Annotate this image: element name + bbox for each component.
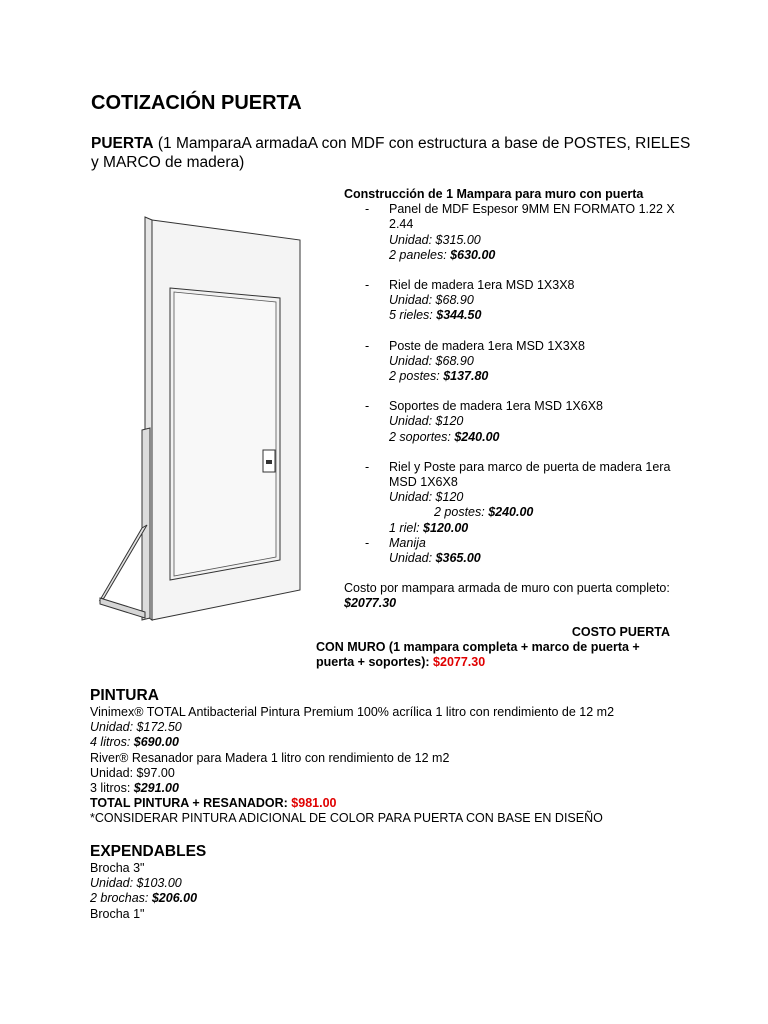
item-title: Panel de MDF Espesor 9MM EN FORMATO 1.22 X 2.44	[389, 202, 675, 232]
support-post	[142, 428, 150, 620]
construction-spec	[344, 187, 684, 612]
pintura-line: Unidad: $97.00	[90, 765, 175, 780]
expendables-line: Brocha 3"	[90, 861, 145, 875]
item-qty-postes	[389, 505, 684, 520]
pintura-line	[90, 781, 710, 796]
costo-puerta-text: CON MURO (1 mampara completa + marco de puerta + puerta + soportes):	[316, 640, 640, 670]
pintura-heading: PINTURA	[90, 687, 159, 704]
item-qty	[389, 308, 684, 323]
item-qty	[389, 430, 684, 445]
pintura-total-label: TOTAL PINTURA + RESANADOR:	[90, 796, 292, 811]
item-qty-value: $240.00	[454, 429, 500, 444]
item-unit: Unidad: $68.90	[389, 293, 474, 308]
item-qty-value: $630.00	[450, 247, 496, 262]
pintura-line: Vinimex® TOTAL Antibacterial Pintura Premium 100% acrílica 1 litro con rendimiento de 12 m2	[90, 705, 615, 719]
item-unit: Unidad: $68.90	[389, 353, 474, 368]
item-unit-value: $365.00	[435, 551, 481, 566]
item-qty-label: 2 paneles:	[389, 247, 451, 262]
item-qty-value: $240.00	[488, 505, 534, 520]
item-unit-label: Unidad:	[389, 551, 436, 566]
intro-text: (1 MamparaA armadaA con MDF con estructura a base de POSTES, RIELES y MARCO de madera)	[91, 135, 691, 171]
item-qty-label: 2 postes:	[434, 505, 489, 520]
expendables-qty-label: 2 brochas:	[90, 891, 152, 906]
spec-item: - Riel de madera 1era MSD 1X3X8 Unidad: $68.90 5 rieles: $344.50	[344, 278, 684, 324]
item-qty-label: 5 rieles:	[389, 308, 437, 323]
pintura-line: Unidad: $172.50	[90, 720, 182, 735]
item-qty-label: 2 postes:	[389, 369, 444, 384]
construction-total-text: Costo por mampara armada de muro con puerta completo:	[344, 581, 670, 596]
expendables-qty-value: $206.00	[151, 891, 198, 906]
item-title: Soportes de madera 1era MSD 1X6X8	[389, 399, 604, 414]
intro-label: PUERTA	[91, 135, 154, 152]
support-brace	[100, 525, 147, 600]
item-title: Riel de madera 1era MSD 1X3X8	[389, 278, 575, 293]
item-title: Riel y Poste para marco de puerta de madera 1era MSD 1X6X8	[389, 459, 671, 490]
item-qty	[389, 369, 684, 384]
door-handle	[266, 460, 272, 464]
item-qty-riel	[389, 521, 684, 536]
pintura-qty-label: 3 litros:	[90, 781, 134, 796]
pintura-line	[90, 735, 710, 750]
construction-heading: Construcción de 1 Mampara para muro con puerta	[344, 187, 644, 201]
pintura-qty-value: $291.00	[133, 781, 179, 796]
expendables-line: Brocha 1"	[90, 906, 145, 921]
item-qty-value: $344.50	[436, 308, 482, 323]
expendables-section	[90, 843, 710, 922]
pintura-total-value: $981.00	[291, 796, 337, 811]
item-unit: Unidad: $120	[389, 414, 464, 429]
pintura-section	[90, 687, 710, 827]
pintura-line: River® Resanador para Madera 1 litro con rendimiento de 12 m2	[90, 750, 450, 765]
support-foot	[100, 598, 145, 618]
pintura-qty-value: $690.00	[133, 735, 179, 750]
item-title: Poste de madera 1era MSD 1X3X8	[389, 338, 585, 353]
spec-item: - Soportes de madera 1era MSD 1X6X8 Unidad: $120 2 soportes: $240.00	[344, 399, 684, 445]
item-qty-value: $137.80	[443, 369, 489, 384]
item-unit: Unidad: $120	[389, 490, 464, 505]
item-qty	[389, 248, 684, 263]
construction-total	[344, 581, 684, 611]
spec-item: - Panel de MDF Espesor 9MM EN FORMATO 1.22 X 2.44 Unidad: $315.00 2 paneles: $630.00	[344, 202, 684, 263]
item-unit	[389, 551, 684, 566]
costo-puerta-value: $2077.30	[433, 655, 486, 670]
item-unit: Unidad: $315.00	[389, 232, 481, 247]
spec-item: - Poste de madera 1era MSD 1X3X8 Unidad: $68.90 2 postes: $137.80	[344, 339, 684, 385]
item-qty-label: 2 soportes:	[389, 429, 455, 444]
construction-total-value: $2077.30	[344, 596, 397, 611]
intro-paragraph	[91, 134, 691, 172]
door-leaf	[174, 292, 276, 576]
pintura-note: *CONSIDERAR PINTURA ADICIONAL DE COLOR PARA PUERTA CON BASE EN DISEÑO	[90, 811, 603, 826]
costo-puerta-label: COSTO PUERTA	[571, 625, 670, 639]
pintura-qty-label: 4 litros:	[90, 735, 134, 750]
expendables-line	[90, 891, 710, 906]
expendables-line: Unidad: $103.00	[90, 876, 182, 891]
pintura-total	[90, 796, 710, 811]
door-partition-illustration	[90, 210, 320, 630]
expendables-heading: EXPENDABLES	[90, 843, 207, 860]
item-title: Manija	[389, 535, 426, 550]
spec-item-manija: - Manija Unidad: $365.00	[344, 536, 684, 566]
item-qty-label: 1 riel:	[389, 520, 424, 535]
spec-item-marco: - Riel y Poste para marco de puerta de madera 1era MSD 1X6X8 Unidad: $120 2 postes: $240.00 1 riel: $120.00	[344, 460, 684, 536]
page-title: COTIZACIÓN PUERTA	[91, 92, 302, 114]
costo-puerta	[316, 640, 666, 670]
item-qty-value: $120.00	[423, 520, 469, 535]
